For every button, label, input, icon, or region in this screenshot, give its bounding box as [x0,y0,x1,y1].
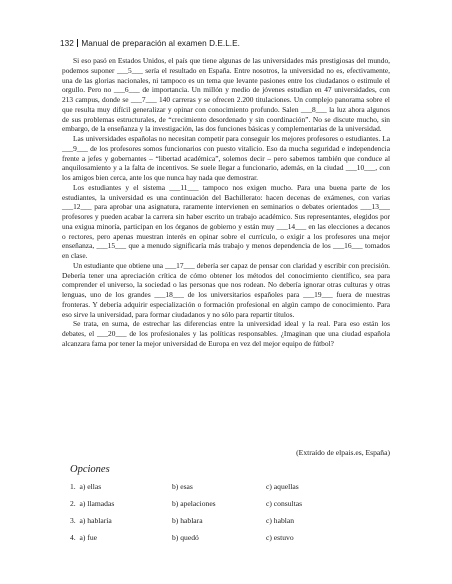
option-c: c) estuvo [266,533,294,542]
source-citation: (Extraído de elpais.es, España) [296,448,390,457]
paragraph: Si eso pasó en Estados Unidos, el país que tiene algunas de las universidades más prestigiosas del mundo, podemos suponer ___5___ sería el resultado en España. Entre nosotros, la universidad no es, efectivamente, una de las glorias nacionales, ni tampoco es un tema que levante pasiones entre los ciudadanos o estimule el orgullo. Pero no ___6___ de importancia. Un millón y medio de jóvenes estudian en 47 universidades, con 213 campus, donde se ___7___ 140 carreras y se ofrecen 2.200 titulaciones. Un complejo panorama sobre el que resulta muy difícil generalizar y opinar con conocimiento profundo. Salen ___8___ la luz ahora algunos de sus problemas estructurales, de “crecimiento desordenado y sin coordinación”. No se discute mucho, sin embargo, de la enseñanza y la investigación, las dos funciones básicas y complementarias de la universidad. [62,56,390,134]
option-a: 1. a) ellas [70,482,102,491]
option-a: 2. a) llamadas [70,499,115,508]
paragraph: Las universidades españolas no necesitan competir para conseguir los mejores profesores o estudiantes. La ___9___ de los profesores somos funcionarios con puesto vitalicio. Eso da mucha seguridad e independencia frente a jefes y gobernantes – “libertad académica”, solemos decir – pero sabemos también que conduce al anquilosamiento y a la falta de incentivos. Se suele llegar a funcionario, además, en la ciudad ___10___, con los amigos bien cerca, ante los que nunca hay nada que demostrar. [62,134,390,182]
option-c: c) aquellas [266,482,299,491]
option-c: c) hablan [266,516,295,525]
options-heading: Opciones [70,464,110,475]
option-b: b) apelaciones [172,499,216,508]
paragraph: Un estudiante que obtiene una ___17___ debería ser capaz de pensar con claridad y escribir con precisión. Debería tener una apreciación crítica de cómo obtener los métodos del conocimiento científico, sea para comprender el universo, la sociedad o las personas que nos rodean. No debería ignorar otras culturas y otras lenguas, uno de los grandes ___18___ de los universitarios españoles para ___19___ fuera de nuestras fronteras. Y debería adquirir especialización o formación profesional en algún campo de conocimiento. Para eso sirve la universidad, para formar ciudadanos y no sólo para repartir títulos. [62,260,390,319]
header-divider [77,39,79,47]
option-b: b) hablara [172,516,203,525]
option-c: c) consultas [266,499,303,508]
option-a: 3. a) hablaría [70,516,112,525]
running-header [60,39,240,48]
option-a: 4. a) fue [70,533,97,542]
option-b: b) quedó [172,533,199,542]
paragraph: Los estudiantes y el sistema ___11___ tampoco nos exigen mucho. Para una buena parte de los estudiantes, la universidad es una continuación del Bachillerato: hacen decenas de exámenes, con varias ___12___ para aprobar una asignatura, raramente intervienen en seminarios o debates orientados ___13___ profesores y pueden acabar la carrera sin haber escrito un trabajo académico. Sus representantes, elegidos por una exigua minoría, participan en los órganos de gobierno y están muy ___14___ en las elecciones a decanos o rectores, pero apenas muestran interés en opinar sobre el currículo, o exigir a los profesores una mejor enseñanza, ___15___ que a menudo significaría más trabajo y menos dependencia de los ___16___ tomados en clase. [62,182,390,260]
page-number: 132 [60,39,74,48]
option-b: b) esas [172,482,193,491]
article-text [62,56,390,349]
paragraph: Se trata, en suma, de estrechar las diferencias entre la universidad ideal y la real. Para eso están los debates, el ___20___ de los profesionales y las políticas responsables. ¿Imaginan que una ciudad española alcanzara fama por tener la mejor universidad de Europa en vez del mejor equipo de fútbol? [62,319,390,348]
header-title: Manual de preparación al examen D.E.L.E. [81,39,240,48]
